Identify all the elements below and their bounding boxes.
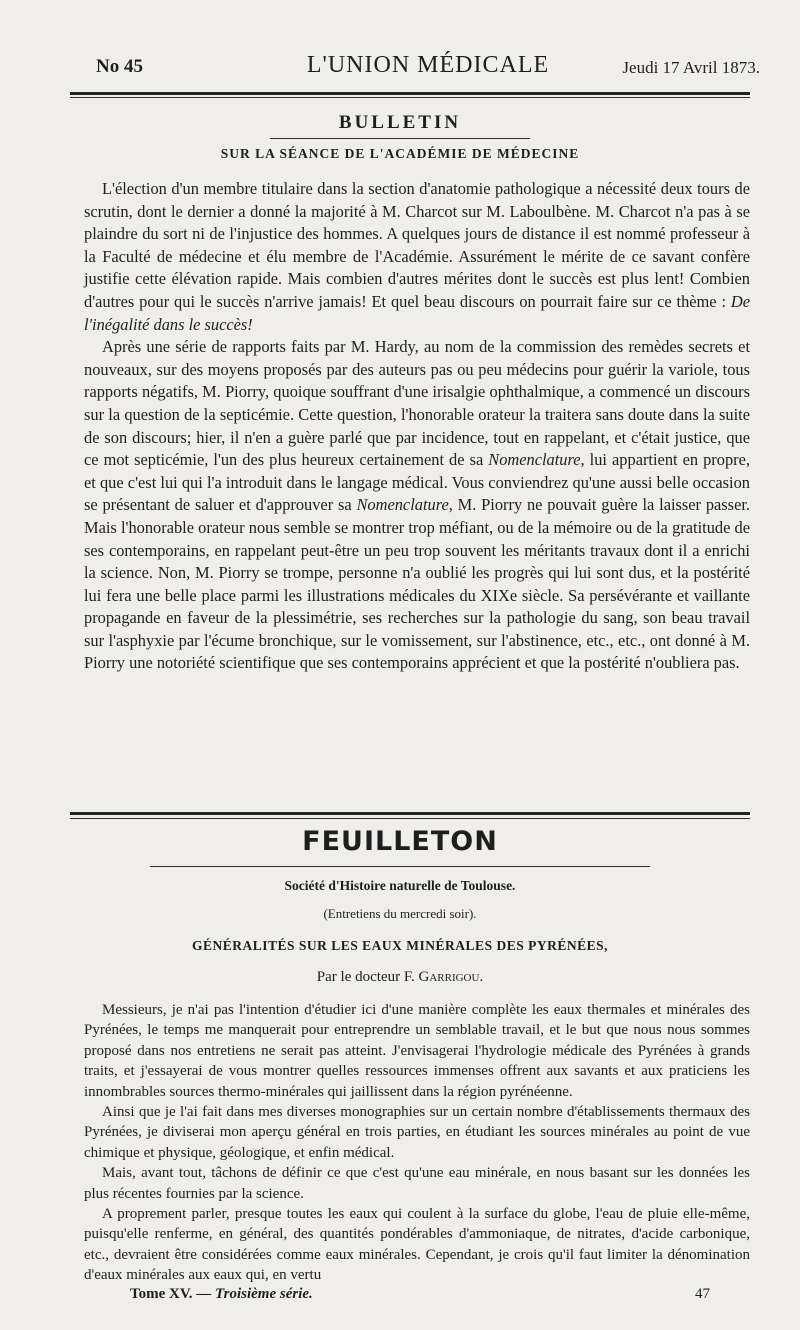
author-line: Par le docteur F. Garrigou. (316, 969, 484, 985)
issue-date: Jeudi 17 Avril 1873. (622, 58, 760, 77)
bulletin-article (84, 178, 750, 675)
newspaper-title: L'UNION MÉDICALE (306, 52, 550, 78)
bulletin-paragraph-2: Après une série de rapports faits par M. Hardy, au nom de la commission des remèdes secrets et nouveaux, sur des moyens proposés par des auteurs pas ou peu médecins pour guérir la variole, tous rapports négatifs, M. Piorry, quoique souffrant d'une irisalgie ophthalmique, a commencé un discours sur la question de la septicémie. Cette question, l'honorable orateur la traitera sans doute dans la suite de son discours; hier, il n'en a guère parlé que par incidence, tout en rappelant, et c'était justice, que ce mot septicémie, l'un des plus heureux certainement de sa Nomenclature, lui appartient en propre, et que c'est lui qui l'a introduit dans le langage médical. Vous conviendrez qu'une aussi belle occasion se présentant de saluer et d'approuver sa Nomenclature, M. Piorry ne pouvait guère la laisser passer. Mais l'honorable orateur nous semble se montrer trop méfiant, ou de la mémoire ou de la gratitude de ses contemporains, en rappelant peut-être un peu trop souvent les méritants travaux dont il a enrichi la science. Non, M. Piorry se trompe, personne n'a oublié les progrès qui lui sont dus, et la postérité lui fera une belle place parmi les illustrations médicales du XIXe siècle. Sa persévérante et vaillante propagande en faveur de la plessimétrie, ses recherches sur la pathologie du sang, son beau travail sur l'asphyxie par l'écume bronchique, sur le vomissement, sur l'abstinence, etc., etc., ont donné à M. Piorry une notoriété scientifique que ses contemporains apprécient et que la postérité n'oubliera pas. (84, 337, 750, 673)
societe-title: Société d'Histoire naturelle de Toulouse. (284, 878, 516, 893)
section-divider-thin (70, 818, 750, 819)
issue-number: No 45 (96, 56, 143, 77)
entretiens-note: (Entretiens du mercredi soir). (323, 906, 477, 921)
nomenclature-term-2: Nomenclature (356, 495, 449, 515)
page-number: 47 (695, 1286, 710, 1302)
masthead (96, 52, 760, 88)
feuilleton-article (84, 1000, 750, 1286)
author-name: Garrigou. (418, 969, 484, 985)
masthead-rule (70, 92, 750, 95)
feuilleton-paragraph-2: Ainsi que je l'ai fait dans mes diverses monographies sur un certain nombre d'établissements thermaux des Pyrénées, je diviserai mon aperçu général en trois parties, en étudiant les sources minérales au point de vue chimique et physique, géologique, et enfin médical. (84, 1104, 750, 1161)
bulletin-subheading: SUR LA SÉANCE DE L'ACADÉMIE DE MÉDECINE (220, 146, 580, 161)
feuilleton-rule (150, 866, 650, 867)
feuilleton-heading: FEUILLETON (302, 826, 498, 857)
page-footer (130, 1286, 710, 1310)
bulletin-italic-phrase: De l'inégalité dans le succès! (84, 291, 750, 334)
feuilleton-paragraph-1: Messieurs, je n'ai pas l'intention d'étudier ici d'une manière complète les eaux thermales et minérales des Pyrénées, le temps me manquerait pour entreprendre un semblable travail, et le but que nous nous sommes proposé dans nos entretiens ne serait pas atteint. J'envisagerai l'hydrologie médicale des Pyrénées à grands traits, et j'essayerai de vous montrer quelles ressources immenses offrent aux savants et aux praticiens les innombrables sources thermo-minérales qui jaillissent dans la région pyrénéenne. (84, 1002, 750, 1100)
feuilleton-paragraph-3: Mais, avant tout, tâchons de définir ce que c'est qu'une eau minérale, en nous basant sur les données les plus récentes fournies par la science. (84, 1165, 750, 1202)
volume-info: Tome XV. — Troisième série. (130, 1286, 313, 1302)
feuilleton-paragraph-4: A proprement parler, presque toutes les eaux qui coulent à la surface du globe, l'eau de pluie elle-même, puisqu'elle renferme, en général, des quantités pondérables d'ammoniaque, de nitrates, d'acide carbonique, etc., devraient être considérées comme eaux minérales. Cependant, je crois qu'il faut limiter la dénomination d'eaux minérales aux eaux qui, en vertu (84, 1206, 750, 1284)
generalites-title: GÉNÉRALITÉS SUR LES EAUX MINÉRALES DES PYRÉNÉES, (192, 938, 608, 953)
masthead-rule-thin (70, 97, 750, 98)
bulletin-heading: BULLETIN (338, 112, 462, 133)
nomenclature-term: Nomenclature (488, 450, 581, 470)
bulletin-heading-rule (270, 138, 530, 139)
bulletin-paragraph-1: L'élection d'un membre titulaire dans la section d'anatomie pathologique a nécessité deux tours de scrutin, dont le dernier a donné la majorité à M. Charcot sur M. Laboulbène. M. Charcot n'a pas à se plaindre du sort ni de l'injustice des hommes. A quelques jours de distance il est nommé professeur à la Faculté de médecine et élu membre de l'Académie. Assurément le mérite de ce savant confère justifie cette élévation rapide. Mais combien d'autres mérites dont le succès est plus lent! Combien d'autres pour qui le succès n'arrive jamais! Et quel beau discours on pourrait faire sur ce thème : De l'inégalité dans le succès! (84, 179, 750, 334)
section-divider (70, 812, 750, 815)
